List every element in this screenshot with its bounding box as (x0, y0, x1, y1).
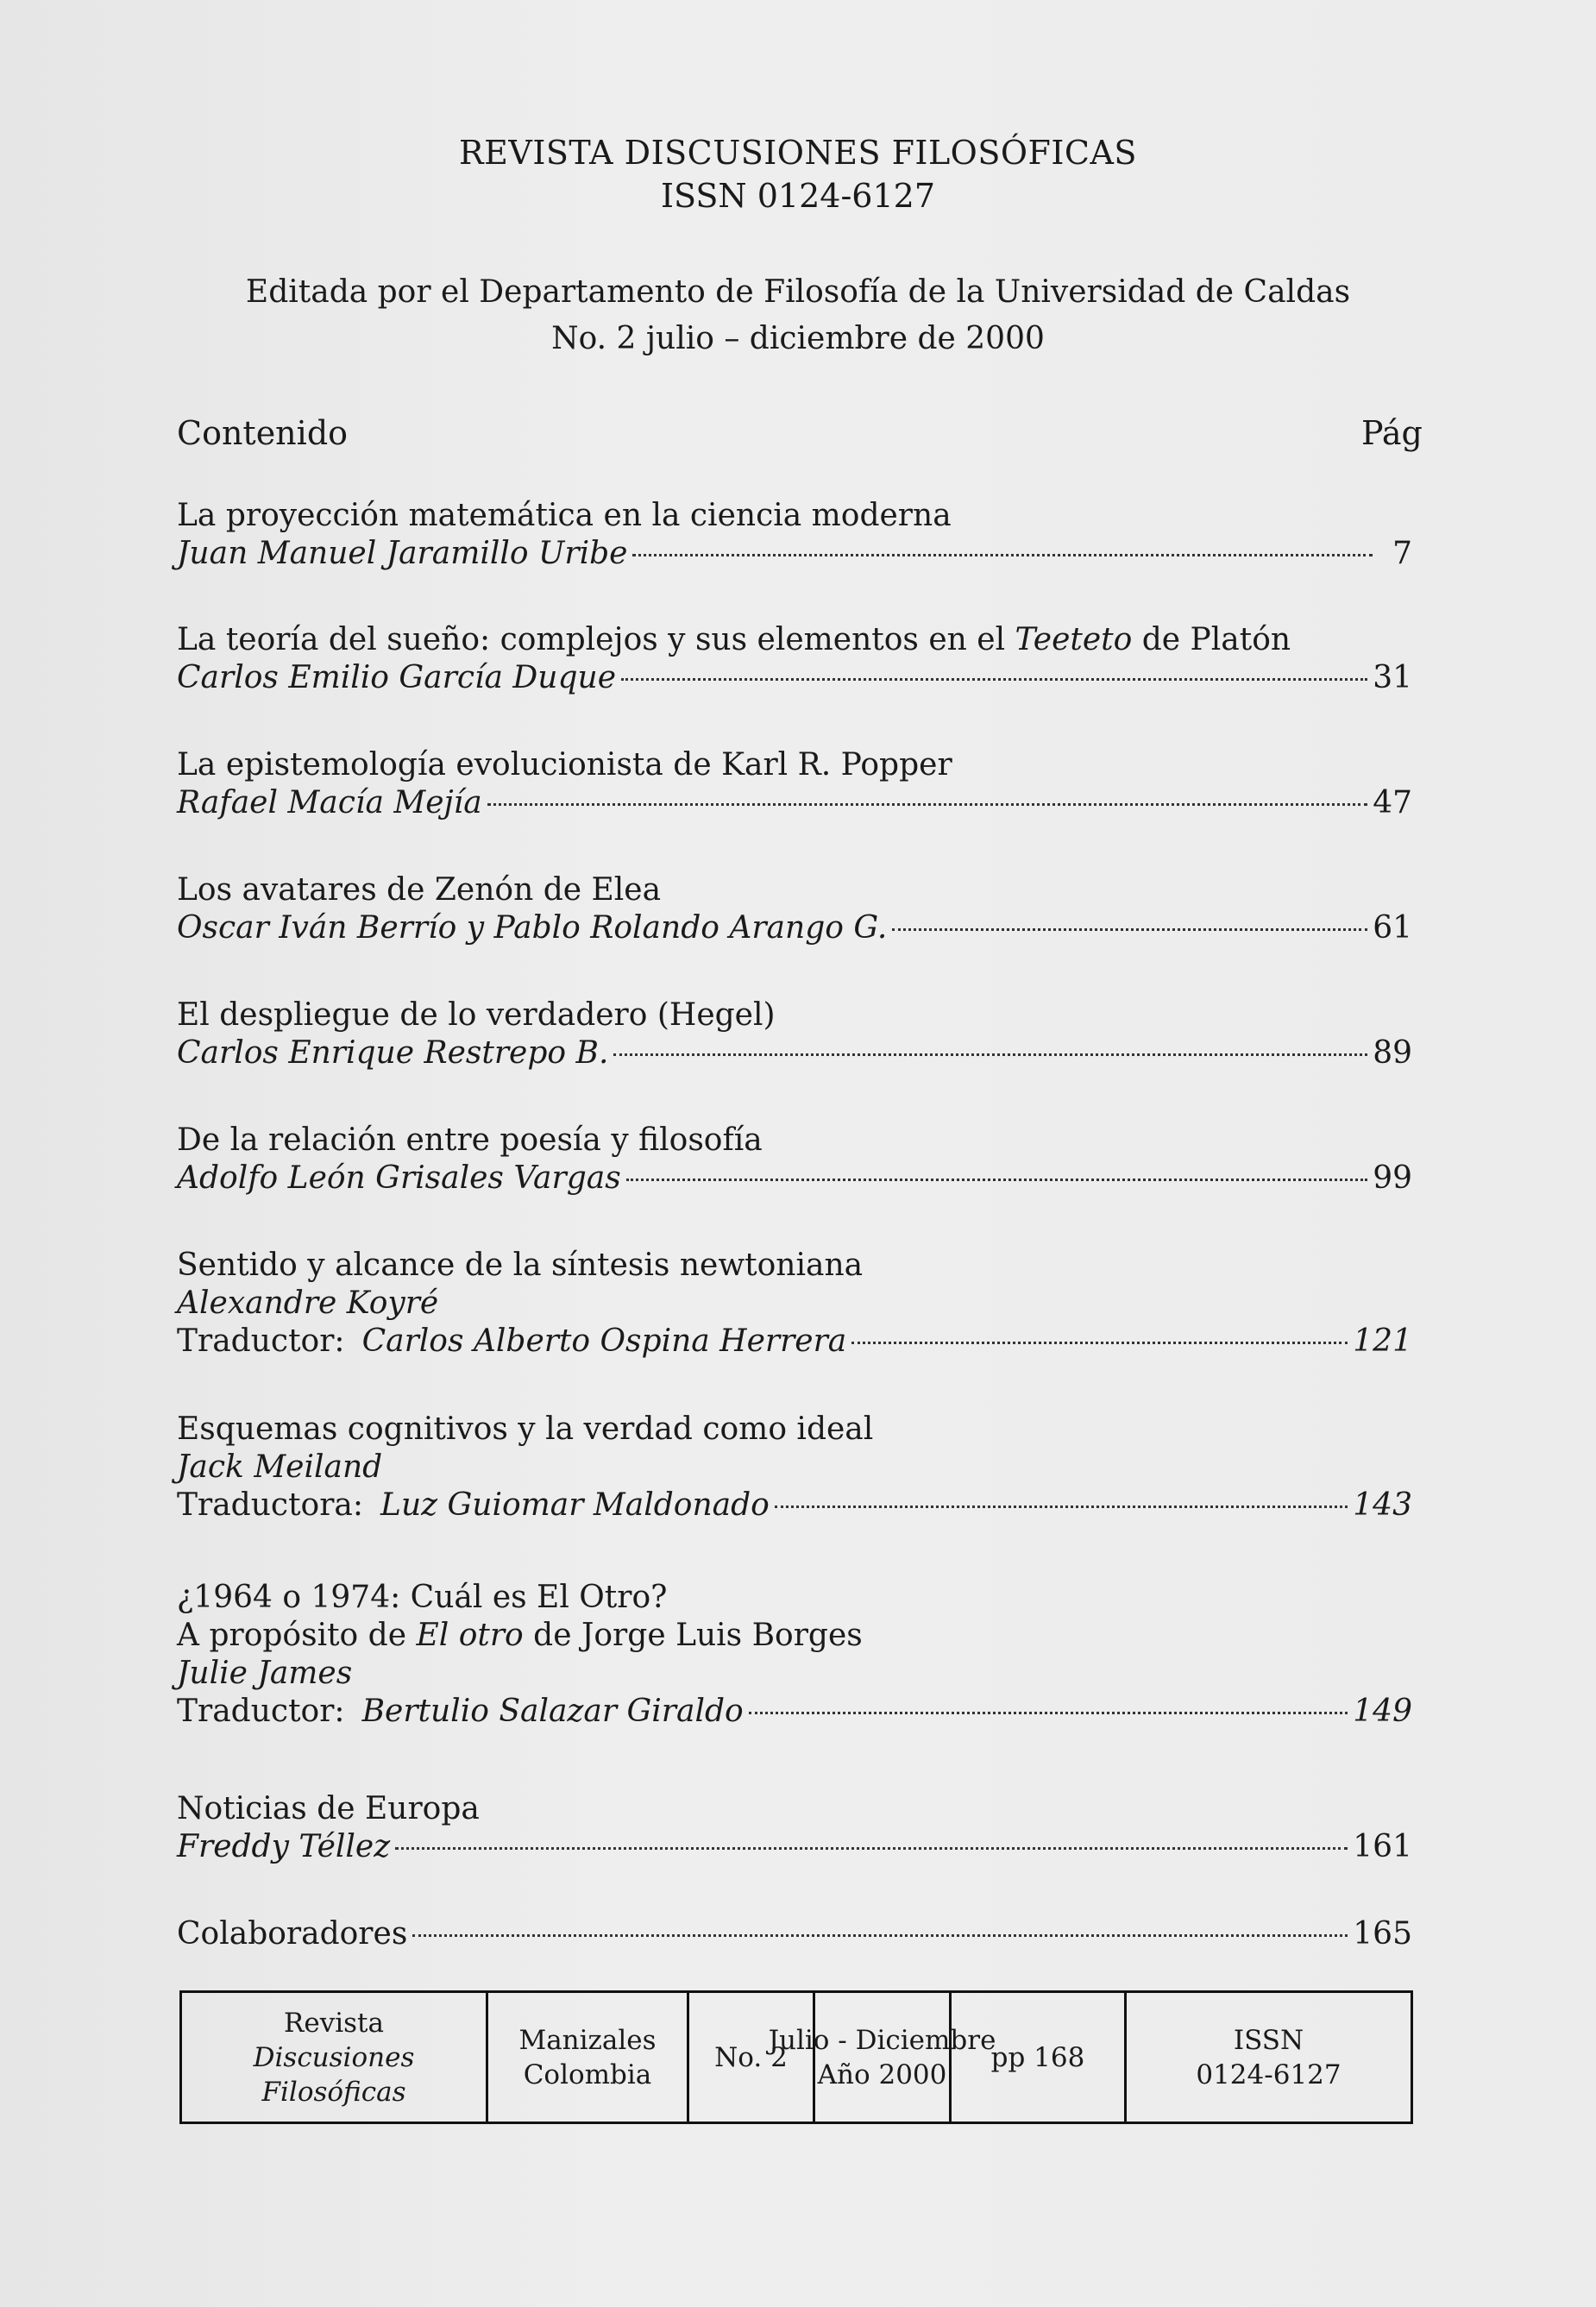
leader-dots (851, 1342, 1348, 1344)
issue-line: No. 2 julio – diciembre de 2000 (551, 321, 1045, 356)
entry-page: 47 (1373, 785, 1412, 820)
leader-dots (626, 1179, 1368, 1181)
entry-author: Juan Manuel Jaramillo Uribe (177, 536, 628, 571)
entry-page: 61 (1373, 910, 1412, 946)
entry-page: 7 (1392, 536, 1412, 571)
toc-entry (177, 1790, 1412, 1866)
entry-author: Freddy Téllez (177, 1829, 391, 1864)
journal-issn: ISSN 0124-6127 (661, 177, 935, 215)
entry-author: Rafael Macía Mejía (177, 785, 482, 820)
entry-title: La proyección matemática en la ciencia moderna (177, 498, 952, 533)
entry-author: Carlos Emilio García Duque (177, 660, 616, 695)
leader-dots (613, 1053, 1367, 1056)
toc-entry (177, 871, 1412, 947)
leader-dots (775, 1506, 1348, 1508)
entry-title: Noticias de Europa (177, 1791, 480, 1826)
entry-translator: Carlos Alberto Ospina Herrera (361, 1323, 847, 1359)
entry-author: Julie James (177, 1656, 353, 1691)
entry-page: 99 (1373, 1160, 1412, 1196)
entry-title: El despliegue de lo verdadero (Hegel) (177, 997, 776, 1033)
entry-title: Los avatares de Zenón de Elea (177, 872, 662, 908)
toc-entry (177, 497, 1412, 573)
entry-subtitle: A propósito de El otro de Jorge Luis Borges (177, 1618, 863, 1653)
publisher-line: Editada por el Departamento de Filosofía de la Universidad de Caldas (245, 274, 1351, 310)
number-cell: No. 2 (689, 1993, 815, 2122)
toc-entry (177, 1122, 1412, 1198)
journal-cell: Revista Discusiones Filosóficas (182, 1993, 488, 2122)
toc-entry (177, 1915, 1412, 1953)
period-cell: Julio - Diciembre Año 2000 (815, 1993, 952, 2122)
pages-cell: pp 168 (952, 1993, 1127, 2122)
issn-cell: ISSN 0124-6127 (1196, 2024, 1342, 2090)
entry-page: 31 (1373, 660, 1412, 695)
entry-title: Colaboradores (177, 1916, 408, 1952)
entry-title: La teoría del sueño: complejos y sus elementos en el Teeteto de Platón (177, 622, 1291, 657)
leader-dots (749, 1712, 1348, 1714)
entry-page: 121 (1353, 1323, 1412, 1359)
entry-translator: Bertulio Salazar Giraldo (361, 1694, 744, 1729)
entry-author: Oscar Iván Berrío y Pablo Rolando Arango G. (177, 910, 888, 946)
entry-author: Adolfo León Grisales Vargas (177, 1160, 621, 1196)
entry-title: Sentido y alcance de la síntesis newtoniana (177, 1248, 864, 1283)
entry-author: Carlos Enrique Restrepo B. (177, 1035, 609, 1071)
entry-title: ¿1964 o 1974: Cuál es El Otro? (177, 1580, 668, 1615)
entry-title: De la relación entre poesía y filosofía (177, 1122, 763, 1158)
toc-entry (177, 996, 1412, 1072)
entry-title: Esquemas cognitivos y la verdad como ideal (177, 1411, 874, 1447)
journal-title: REVISTA DISCUSIONES FILOSÓFICAS (459, 134, 1137, 172)
location-cell: Manizales Colombia (488, 1993, 689, 2122)
publication-info-table (179, 1990, 1413, 2124)
entry-page: 149 (1353, 1694, 1412, 1729)
leader-dots (621, 678, 1367, 681)
entry-author: Jack Meiland (177, 1449, 383, 1485)
entry-page: 165 (1353, 1916, 1412, 1952)
toc-entry (177, 621, 1412, 697)
entry-author: Alexandre Koyré (177, 1286, 439, 1321)
leader-dots (632, 554, 1373, 556)
entry-page: 161 (1353, 1829, 1412, 1864)
toc-entry (177, 1579, 1412, 1731)
leader-dots (892, 928, 1367, 931)
page-column-heading: Pág (1361, 414, 1423, 452)
toc-entry (177, 1247, 1412, 1361)
translator-label: Traductor: (177, 1323, 345, 1359)
toc-entry (177, 1411, 1412, 1524)
contents-heading: Contenido (177, 414, 349, 452)
leader-dots (395, 1847, 1348, 1850)
entry-translator: Luz Guiomar Maldonado (380, 1487, 770, 1523)
leader-dots (412, 1934, 1348, 1937)
entry-page: 143 (1353, 1487, 1412, 1523)
translator-label: Traductor: (177, 1694, 345, 1729)
translator-label: Traductora: (177, 1487, 364, 1523)
toc-entry (177, 746, 1412, 822)
leader-dots (487, 803, 1368, 806)
entry-page: 89 (1373, 1035, 1412, 1071)
entry-title: La epistemología evolucionista de Karl R. Popper (177, 747, 952, 783)
